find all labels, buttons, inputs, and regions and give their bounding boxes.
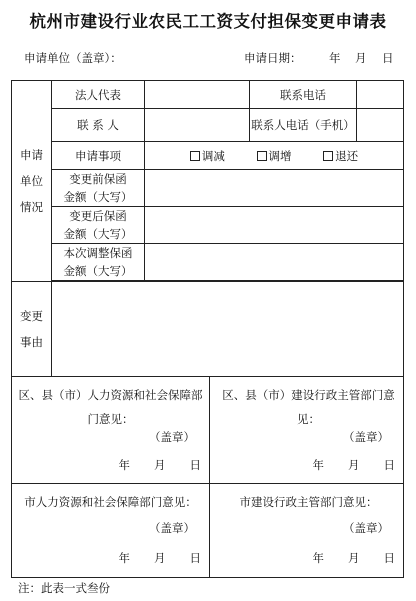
reason-label-line1: 变更 bbox=[20, 309, 43, 323]
city-hr-opinion[interactable] bbox=[12, 484, 210, 578]
city-construction-opinion[interactable] bbox=[210, 484, 404, 578]
amount-before-line2: 金额（大写） bbox=[63, 190, 133, 204]
checkbox-refund[interactable] bbox=[323, 151, 333, 161]
city-construction-date-year: 年 bbox=[312, 551, 324, 565]
district-hr-date-month: 月 bbox=[154, 458, 166, 472]
amount-before-line1: 变更前保函 bbox=[69, 172, 127, 186]
apply-date-label: 申请日期： bbox=[244, 51, 302, 65]
district-hr-opinion[interactable] bbox=[12, 377, 210, 484]
row-district-opinions bbox=[12, 377, 404, 484]
contact-phone-field[interactable] bbox=[357, 81, 404, 109]
amount-before-field[interactable] bbox=[145, 170, 404, 207]
option-refund-label: 退还 bbox=[335, 148, 359, 163]
district-construction-seal: （盖章） bbox=[343, 430, 389, 444]
application-form-table bbox=[11, 80, 404, 578]
district-hr-date-year: 年 bbox=[118, 458, 130, 472]
contact-mobile-field[interactable] bbox=[357, 109, 404, 142]
change-reason-label bbox=[12, 282, 52, 377]
city-hr-date-month: 月 bbox=[154, 551, 166, 565]
option-decrease[interactable] bbox=[190, 148, 225, 164]
checkbox-increase[interactable] bbox=[257, 151, 267, 161]
row-amount-after bbox=[12, 207, 404, 244]
amount-adjust-line1: 本次调整保函 bbox=[63, 246, 133, 260]
applicant-unit-label: 申请单位（盖章）： bbox=[24, 51, 122, 65]
city-hr-date bbox=[95, 550, 202, 566]
city-construction-opinion-label: 市建设行政主管部门意见： bbox=[239, 495, 378, 509]
city-hr-seal: （盖章） bbox=[149, 521, 195, 535]
district-construction-date-year: 年 bbox=[312, 458, 324, 472]
amount-adjust-label bbox=[52, 244, 145, 281]
option-refund[interactable] bbox=[323, 148, 358, 164]
amount-adjust-field[interactable] bbox=[145, 244, 404, 281]
district-construction-date-day: 日 bbox=[383, 458, 395, 472]
city-construction-date-day: 日 bbox=[383, 551, 395, 565]
district-hr-date bbox=[95, 457, 202, 473]
row-legal-rep bbox=[12, 81, 404, 109]
form-title: 杭州市建设行业农民工工资支付担保变更申请表 bbox=[29, 12, 387, 31]
section-label-line1: 申请 bbox=[20, 148, 43, 162]
district-hr-seal: （盖章） bbox=[149, 430, 195, 444]
contact-person-field[interactable] bbox=[145, 109, 250, 142]
row-city-opinions bbox=[12, 484, 404, 578]
apply-matter-options bbox=[145, 142, 404, 170]
applicant-section-label bbox=[12, 81, 52, 282]
row-amount-before bbox=[12, 170, 404, 207]
row-change-reason bbox=[12, 282, 404, 377]
city-construction-date-month: 月 bbox=[348, 551, 360, 565]
district-construction-date bbox=[289, 457, 396, 473]
amount-adjust-line2: 金额（大写） bbox=[63, 264, 133, 278]
contact-phone-label: 联系电话 bbox=[250, 81, 357, 109]
legal-rep-field[interactable] bbox=[145, 81, 250, 109]
apply-date-month: 月 bbox=[355, 51, 367, 65]
apply-matter-label: 申请事项 bbox=[52, 142, 145, 170]
change-reason-field[interactable] bbox=[52, 282, 404, 377]
amount-after-field[interactable] bbox=[145, 207, 404, 244]
district-construction-opinion-label: 区、县（市）建设行政主管部门意见： bbox=[222, 388, 395, 426]
row-amount-adjust bbox=[12, 244, 404, 281]
district-hr-opinion-label: 区、县（市）人力资源和社会保障部门意见： bbox=[18, 388, 203, 426]
city-construction-date bbox=[289, 550, 396, 566]
contact-mobile-label: 联系人电话（手机） bbox=[250, 109, 357, 142]
checkbox-decrease[interactable] bbox=[190, 151, 200, 161]
row-contact bbox=[12, 109, 404, 142]
district-construction-date-month: 月 bbox=[348, 458, 360, 472]
apply-date-day: 日 bbox=[382, 51, 394, 65]
city-hr-opinion-label: 市人力资源和社会保障部门意见： bbox=[24, 495, 197, 509]
reason-label-line2: 事由 bbox=[20, 335, 43, 349]
amount-after-line2: 金额（大写） bbox=[63, 227, 133, 241]
option-decrease-label: 调减 bbox=[201, 148, 225, 163]
district-construction-opinion[interactable] bbox=[210, 377, 404, 484]
contact-person-label: 联 系 人 bbox=[52, 109, 145, 142]
city-construction-seal: （盖章） bbox=[343, 521, 389, 535]
amount-after-label bbox=[52, 207, 145, 244]
amount-before-label bbox=[52, 170, 145, 207]
amount-after-line1: 变更后保函 bbox=[69, 209, 127, 223]
option-increase-label: 调增 bbox=[268, 148, 292, 163]
row-apply-matter bbox=[12, 142, 404, 170]
district-hr-date-day: 日 bbox=[189, 458, 201, 472]
city-hr-date-year: 年 bbox=[118, 551, 130, 565]
option-increase[interactable] bbox=[257, 148, 292, 164]
city-hr-date-day: 日 bbox=[189, 551, 201, 565]
section-label-line2: 单位 bbox=[20, 174, 43, 188]
apply-date-year: 年 bbox=[329, 51, 341, 65]
legal-rep-label: 法人代表 bbox=[52, 81, 145, 109]
footnote: 注：此表一式叁份 bbox=[18, 581, 110, 595]
section-label-line3: 情况 bbox=[20, 200, 43, 214]
